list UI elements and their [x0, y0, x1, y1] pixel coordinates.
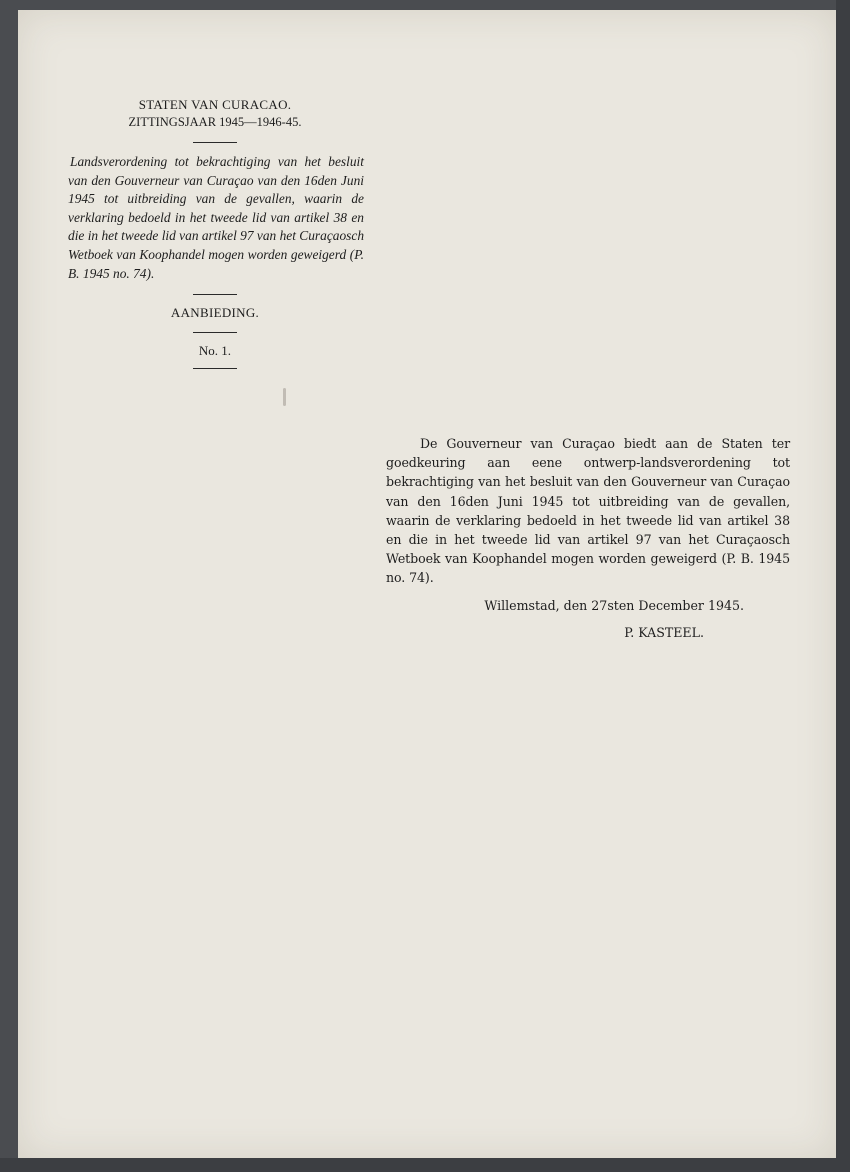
session-year: ZITTINGSJAAR 1945—1946-45.	[128, 115, 302, 129]
section-heading: AANBIEDING.	[170, 305, 260, 321]
document-title: STATEN VAN CURACAO.	[138, 97, 292, 112]
divider-rule	[193, 332, 237, 333]
signature-name: P. KASTEEL.	[624, 624, 704, 640]
ink-smudge	[283, 388, 286, 406]
subject-description: Landsverordening tot bekrachtiging van het besluit van den Gouverneur van Curaçao van den 16den Juni 1945 tot uitbreiding van de gevallen, waarin de verklaring bedoeld in het tweede lid van artikel 38 en die in het tweede lid van artikel 97 van het Curaçaosch Wetboek van Koophandel mogen worden geweigerd (P. B. 1945 no. 74).	[68, 154, 365, 281]
document-header	[66, 96, 364, 379]
document-number: No. 1.	[198, 343, 232, 359]
divider-rule	[193, 294, 237, 295]
scan-border-bottom	[0, 1158, 850, 1172]
divider-rule	[193, 368, 237, 369]
scan-border-right	[836, 0, 850, 1172]
document-body	[386, 434, 790, 640]
divider-rule	[193, 142, 237, 143]
body-paragraph: De Gouverneur van Curaçao biedt aan de Staten ter goedkeuring aan eene ontwerp-landsverordening tot bekrachtiging van het besluit van den Gouverneur van Curaçao van den 16den Juni 1945 tot uitbreiding van de gevallen, waarin de verklaring bedoeld in het tweede lid van artikel 38 en die in het tweede lid van artikel 97 van het Curaçaosch Wetboek van Koophandel mogen worden geweigerd (P. B. 1945 no. 74).	[386, 436, 790, 586]
place-and-date: Willemstad, den 27sten December 1945.	[484, 597, 744, 613]
